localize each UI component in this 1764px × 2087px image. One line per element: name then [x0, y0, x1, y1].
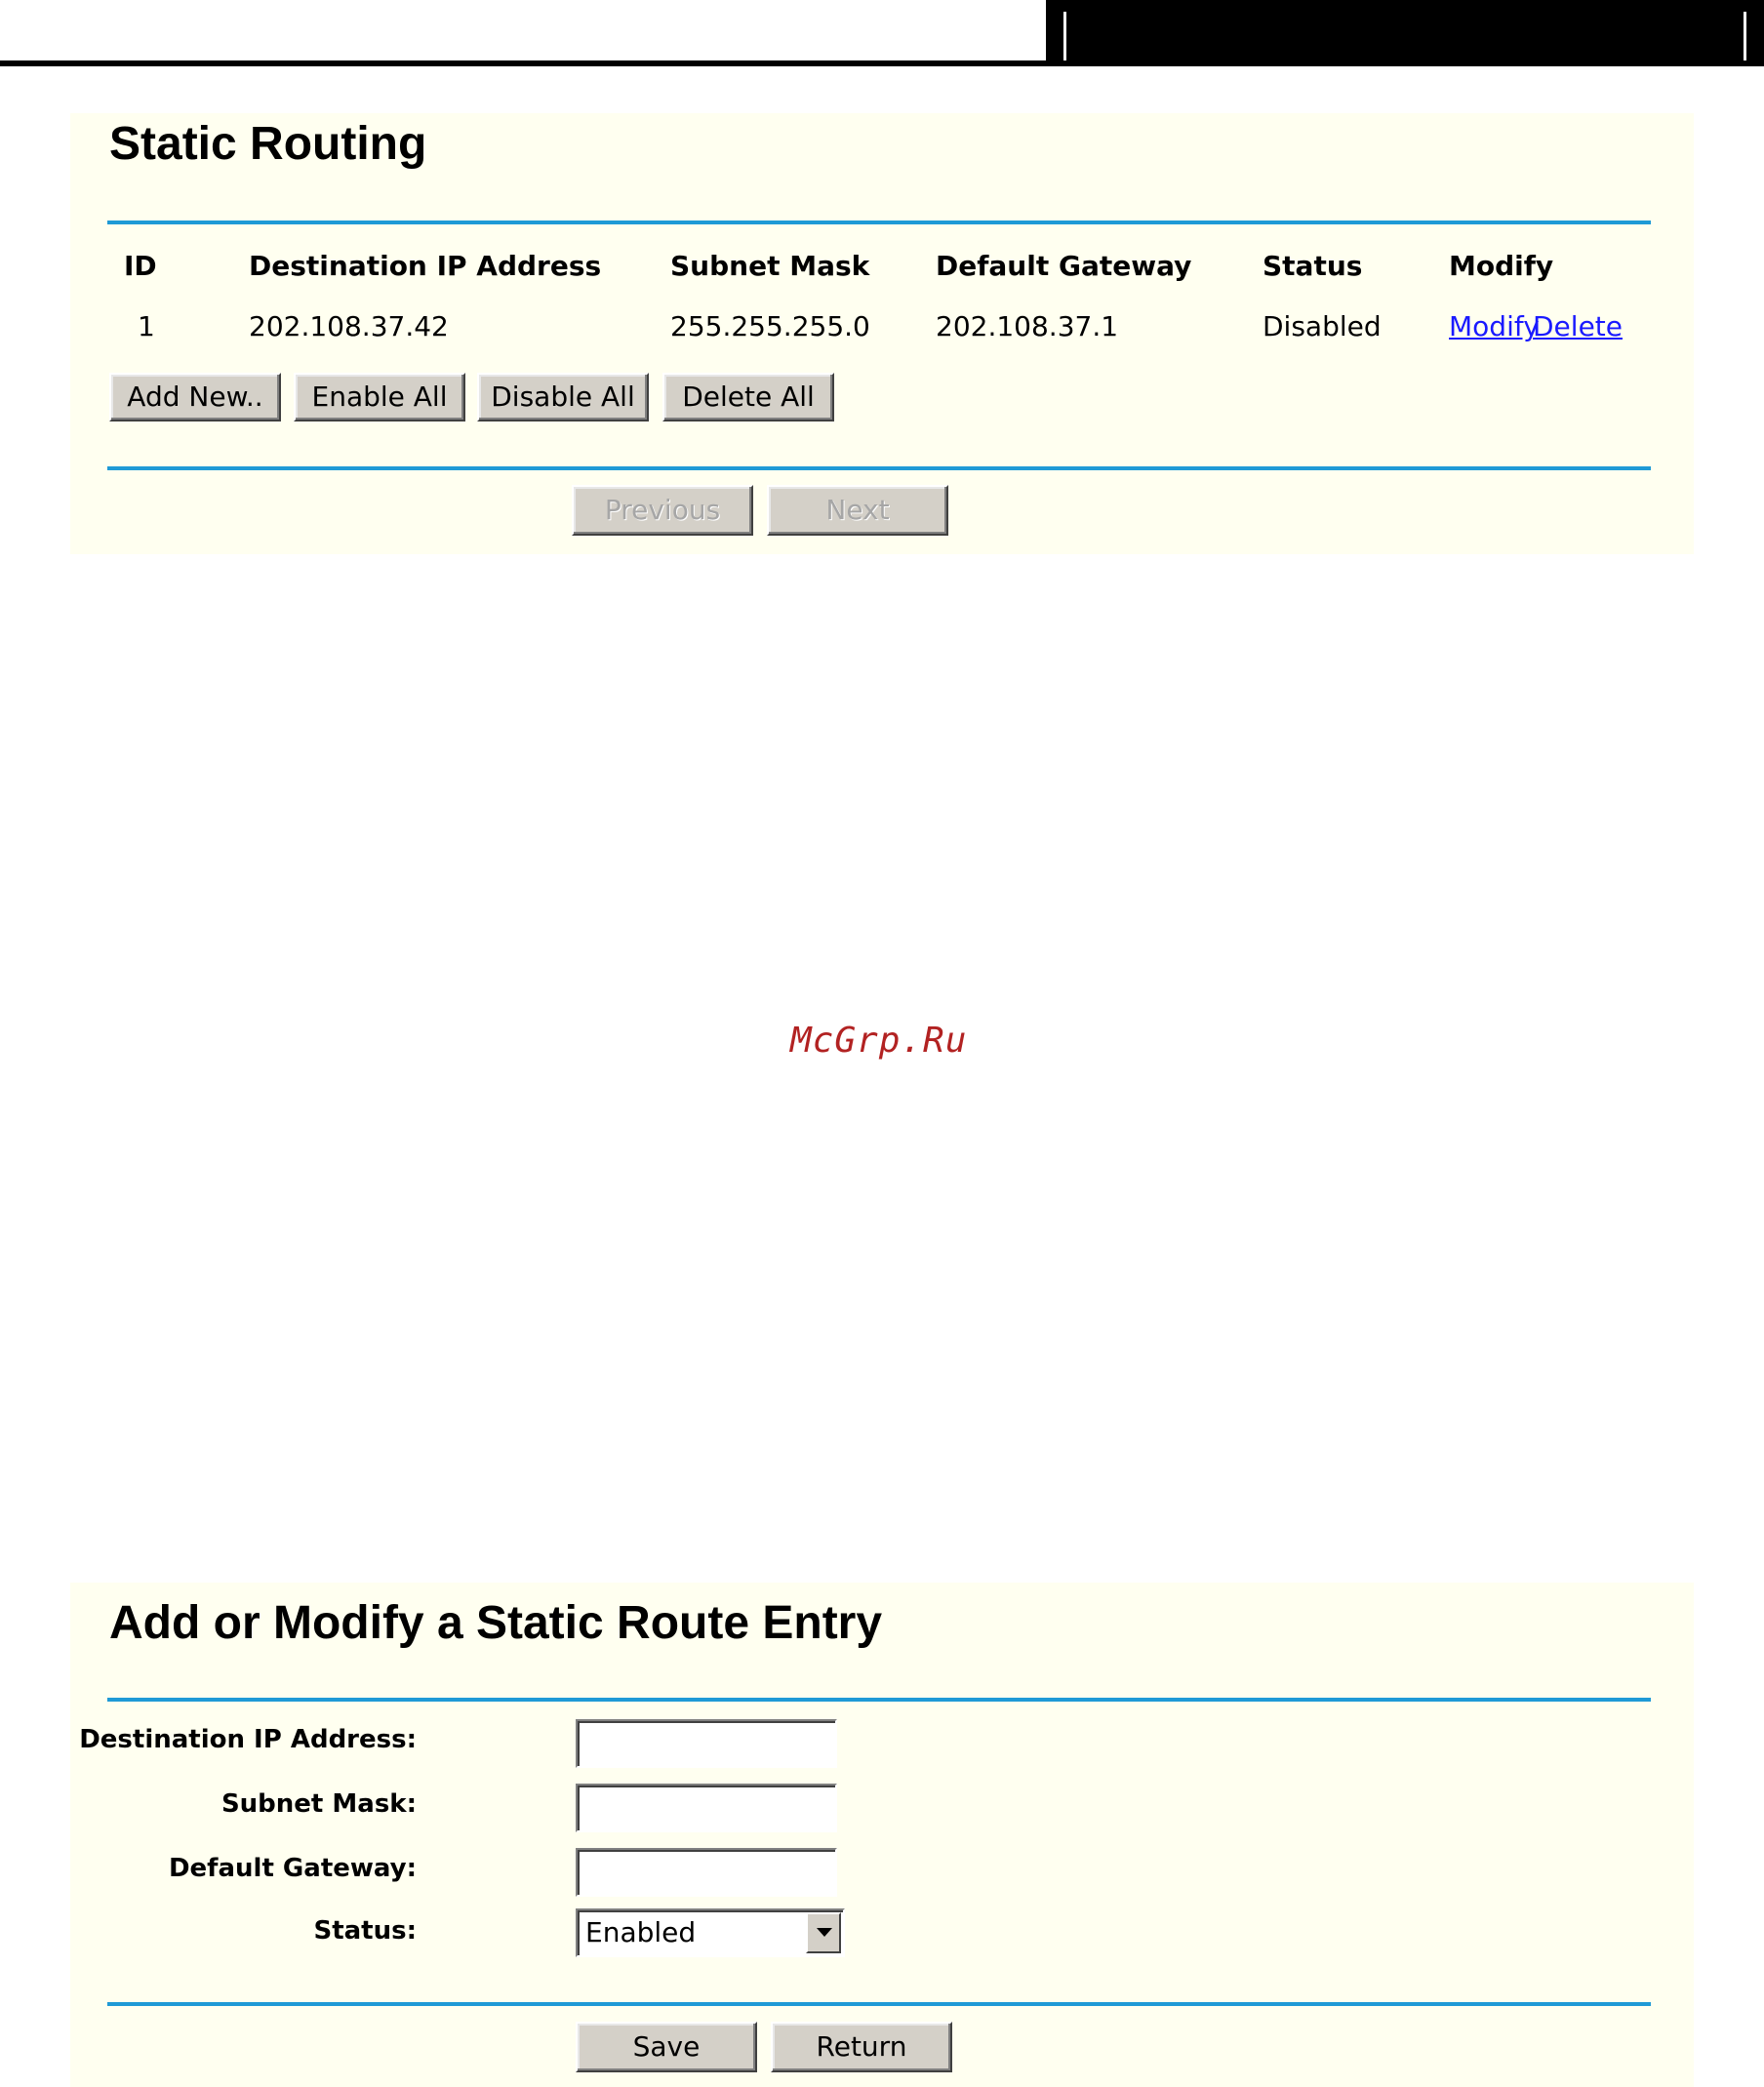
form-title: Add or Modify a Static Route Entry — [109, 1597, 883, 1649]
status-select-value: Enabled — [585, 1916, 697, 1948]
column-header-status: Status — [1263, 250, 1363, 282]
route-subnet-mask: 255.255.255.0 — [670, 310, 870, 342]
delete-link[interactable]: Delete — [1533, 310, 1623, 342]
header-bar — [1046, 0, 1764, 66]
subnet-mask-label: Subnet Mask: — [220, 1789, 417, 1819]
route-status: Disabled — [1263, 310, 1382, 342]
modify-link[interactable]: Modify — [1449, 310, 1540, 342]
destination-ip-label: Destination IP Address: — [79, 1725, 417, 1754]
page-title: Static Routing — [109, 118, 427, 170]
disable-all-button[interactable]: Disable All — [477, 373, 649, 421]
destination-ip-input[interactable] — [576, 1719, 837, 1768]
chevron-down-icon[interactable] — [806, 1912, 841, 1953]
divider-top — [107, 221, 1651, 224]
route-gateway: 202.108.37.1 — [936, 310, 1119, 342]
add-new-button[interactable]: Add New.. — [109, 373, 281, 421]
form-divider-top — [107, 1698, 1651, 1702]
divider-bottom — [107, 466, 1651, 470]
status-select[interactable] — [576, 1908, 845, 1957]
default-gateway-input[interactable] — [576, 1848, 837, 1897]
default-gateway-label: Default Gateway: — [168, 1854, 417, 1883]
column-header-destination: Destination IP Address — [249, 250, 602, 282]
form-divider-bottom — [107, 2002, 1651, 2006]
save-button[interactable]: Save — [576, 2022, 757, 2072]
column-header-id: ID — [124, 250, 157, 282]
header-rule — [0, 60, 1046, 66]
subnet-mask-input[interactable] — [576, 1784, 837, 1832]
column-header-modify: Modify — [1449, 250, 1554, 282]
route-entry-panel — [70, 1583, 1694, 2087]
next-button[interactable]: Next — [767, 485, 948, 536]
route-id: 1 — [138, 310, 155, 342]
enable-all-button[interactable]: Enable All — [294, 373, 465, 421]
column-header-gateway: Default Gateway — [936, 250, 1192, 282]
static-routing-panel — [70, 113, 1694, 554]
watermark-text: McGrp.Ru — [790, 1021, 968, 1061]
status-label: Status: — [313, 1916, 417, 1946]
previous-button[interactable]: Previous — [572, 485, 753, 536]
delete-all-button[interactable]: Delete All — [662, 373, 834, 421]
header-bar-notch-right — [1744, 12, 1746, 60]
return-button[interactable]: Return — [771, 2022, 952, 2072]
route-destination: 202.108.37.42 — [249, 310, 449, 342]
column-header-subnet-mask: Subnet Mask — [670, 250, 870, 282]
header-bar-notch-left — [1063, 12, 1066, 60]
